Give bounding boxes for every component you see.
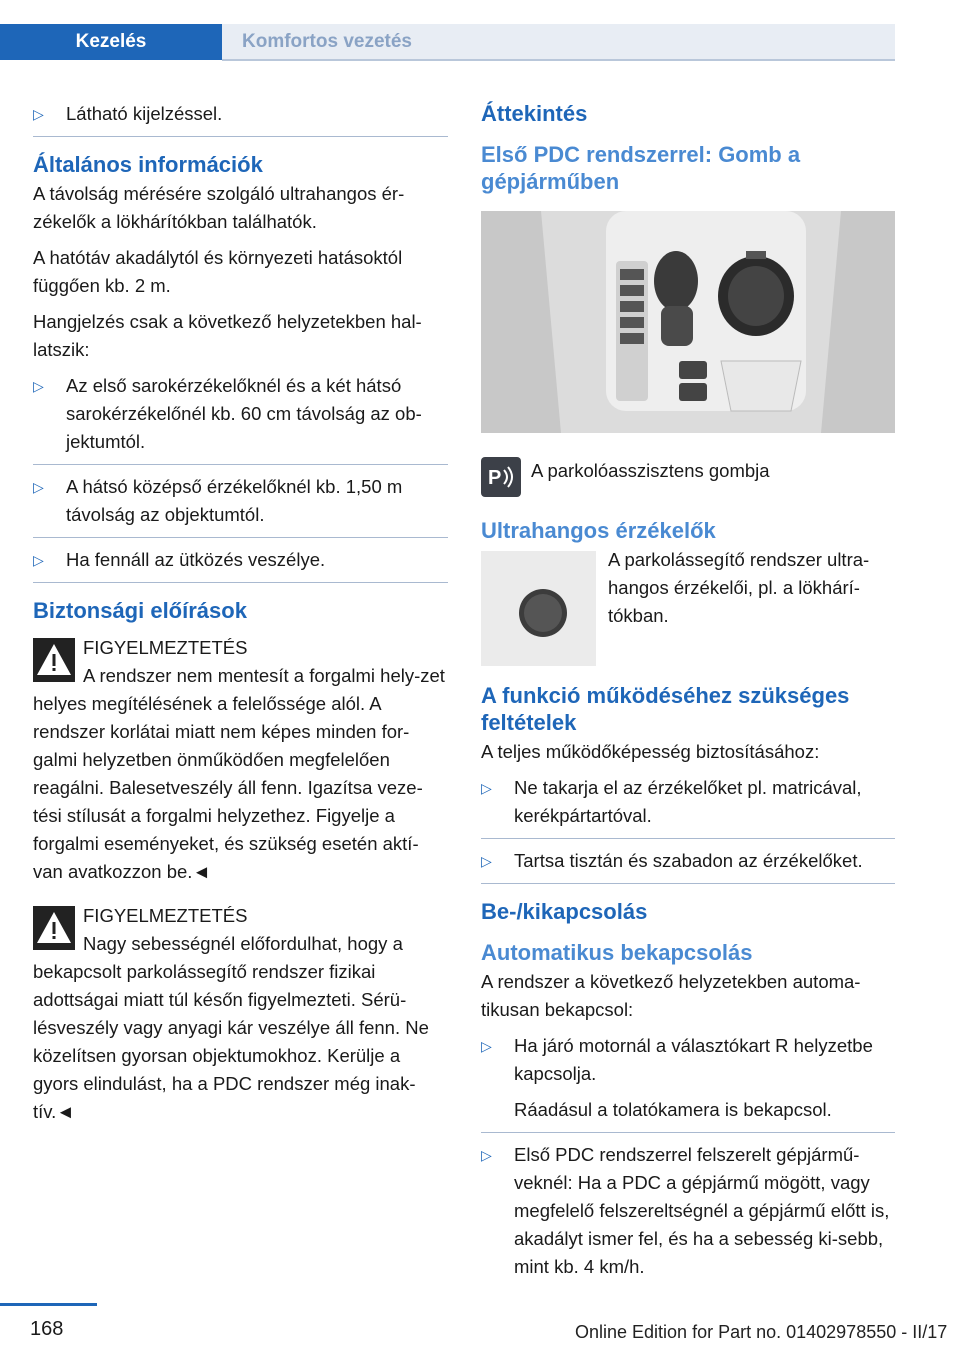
warning-title: FIGYELMEZTETÉS xyxy=(83,637,248,658)
warning-title: FIGYELMEZTETÉS xyxy=(83,905,248,926)
tab-divider xyxy=(222,59,895,61)
onoff-heading: Be-/kikapcsolás xyxy=(481,899,648,924)
list-item xyxy=(33,100,448,137)
warning-triangle-icon xyxy=(33,906,75,950)
general-heading: Általános információk xyxy=(33,152,263,177)
auto-heading: Automatikus bekapcsolás xyxy=(481,940,753,965)
list-item-extra: Ráadásul a tolatókamera is bekapcsol. xyxy=(514,1099,832,1120)
bullet-triangle-icon: ▷ xyxy=(481,1038,492,1054)
list-item xyxy=(481,1141,895,1289)
list-item-text: Az első sarokérzékelőknél és a két hátsó sarokérzékelőnél kb. 60 cm távolság az ob-jektumtól. xyxy=(66,375,422,452)
list-item xyxy=(481,774,895,839)
list-item xyxy=(481,1032,895,1133)
caption-text: A parkolóasszisztens gombja xyxy=(531,460,770,481)
sensors-text: A parkolássegítő rendszer ultra-hangos érzékelői, pl. a lökhárí-tókban. xyxy=(608,549,870,626)
right-column xyxy=(481,100,895,1299)
parking-assist-button-icon xyxy=(481,457,521,497)
general-list xyxy=(33,372,448,583)
tab-komfortos-vezetes[interactable]: Komfortos vezetés xyxy=(222,24,895,60)
auto-list xyxy=(481,1032,895,1289)
list-item xyxy=(33,473,448,538)
svg-text:P: P xyxy=(488,467,502,489)
bullet-triangle-icon: ▷ xyxy=(481,780,492,796)
general-paragraph-2: A hatótáv akadálytól és környezeti hatásoktól függően kb. 2 m. xyxy=(33,247,403,296)
general-paragraph-1: A távolság mérésére szolgáló ultrahangos ér-zékelők a lökhárítókban találhatók. xyxy=(33,183,405,232)
footer-edition: Online Edition for Part no. 01402978550 - II/17 xyxy=(575,1322,948,1342)
warning-text: Nagy sebességnél előfordulhat, hogy a bekapcsolt parkolássegítő rendszer fizikai adottságai miatt túl későn figyelmezteti. Sérü-lésveszély vagy anyagi kár veszélye áll fenn. Ne közelítsen gyorsan objektumokhoz. Kerülje a gyors elindulást, ha a PDC rendszer még inak-tív.◄ xyxy=(33,933,429,1122)
sensors-heading: Ultrahangos érzékelők xyxy=(481,518,716,543)
list-item xyxy=(481,847,895,884)
bullet-triangle-icon: ▷ xyxy=(481,1147,492,1163)
warning-text: A rendszer nem mentesít a forgalmi hely-zet helyes megítélésének a felelőssége alól. A rendszer korlátai miatt nem képes minden for-galmi helyzetben önműködően megfelelően reagálni. Balesetveszély áll fenn. Igazítsa veze-tési stílusát a forgalmi helyzethez. Figyelje a forgalmi eseményeket, és szükség esetén aktí-van avatkozzon be.◄ xyxy=(33,665,445,882)
list-item xyxy=(33,372,448,465)
header-tabs xyxy=(0,0,895,60)
general-paragraph-3: Hangjelzés csak a következő helyzetekben hal-latszik: xyxy=(33,311,422,360)
intro-list xyxy=(33,100,448,137)
list-item xyxy=(33,546,448,583)
left-column xyxy=(33,100,448,1142)
bullet-triangle-icon: ▷ xyxy=(33,378,44,394)
auto-paragraph: A rendszer a következő helyzetekben automa-tikusan bekapcsol: xyxy=(481,971,861,1020)
bullet-triangle-icon: ▷ xyxy=(481,853,492,869)
conditions-list xyxy=(481,774,895,884)
button-caption xyxy=(481,457,895,497)
list-item-text: Ne takarja el az érzékelőket pl. matricával, kerékpártartóval. xyxy=(514,777,862,826)
page-number-rule xyxy=(0,1303,97,1306)
safety-heading: Biztonsági előírások xyxy=(33,598,247,623)
list-item-text: Ha járó motornál a választókart R helyzetbe kapcsolja. xyxy=(514,1035,873,1084)
warning-triangle-icon xyxy=(33,638,75,682)
overview-heading: Áttekintés xyxy=(481,101,588,126)
bullet-triangle-icon: ▷ xyxy=(33,479,44,495)
sensor-row xyxy=(481,546,895,666)
center-console-image xyxy=(481,211,895,433)
bullet-triangle-icon: ▷ xyxy=(33,552,44,568)
bullet-triangle-icon: ▷ xyxy=(33,106,44,122)
list-item-text: Első PDC rendszerrel felszerelt gépjármű-veknél: Ha a PDC a gépjármű mögött, vagy megfelelő felszereltségnél a gépjármű előtt is, akadályt ismer fel, és ha a sebesség ki-sebb, mint kb. 4 km/h. xyxy=(514,1144,890,1277)
list-item-text: Látható kijelzéssel. xyxy=(66,103,223,124)
conditions-paragraph: A teljes működőképesség biztosításához: xyxy=(481,741,820,762)
ultrasonic-sensor-image xyxy=(481,551,596,666)
conditions-heading: A funkció működéséhez szükséges feltételek xyxy=(481,683,850,735)
warning-block-2 xyxy=(33,902,448,1126)
warning-block-1 xyxy=(33,634,448,886)
list-item-text: Tartsa tisztán és szabadon az érzékelőket. xyxy=(514,850,863,871)
list-item-text: Ha fennáll az ütközés veszélye. xyxy=(66,549,326,570)
list-item-text: A hátsó középső érzékelőknél kb. 1,50 m távolság az objektumtól. xyxy=(66,476,403,525)
pdc-heading: Első PDC rendszerrel: Gomb a gépjárműben xyxy=(481,142,801,194)
page-number: 168 xyxy=(30,1318,64,1340)
tab-kezeles[interactable]: Kezelés xyxy=(0,24,222,60)
